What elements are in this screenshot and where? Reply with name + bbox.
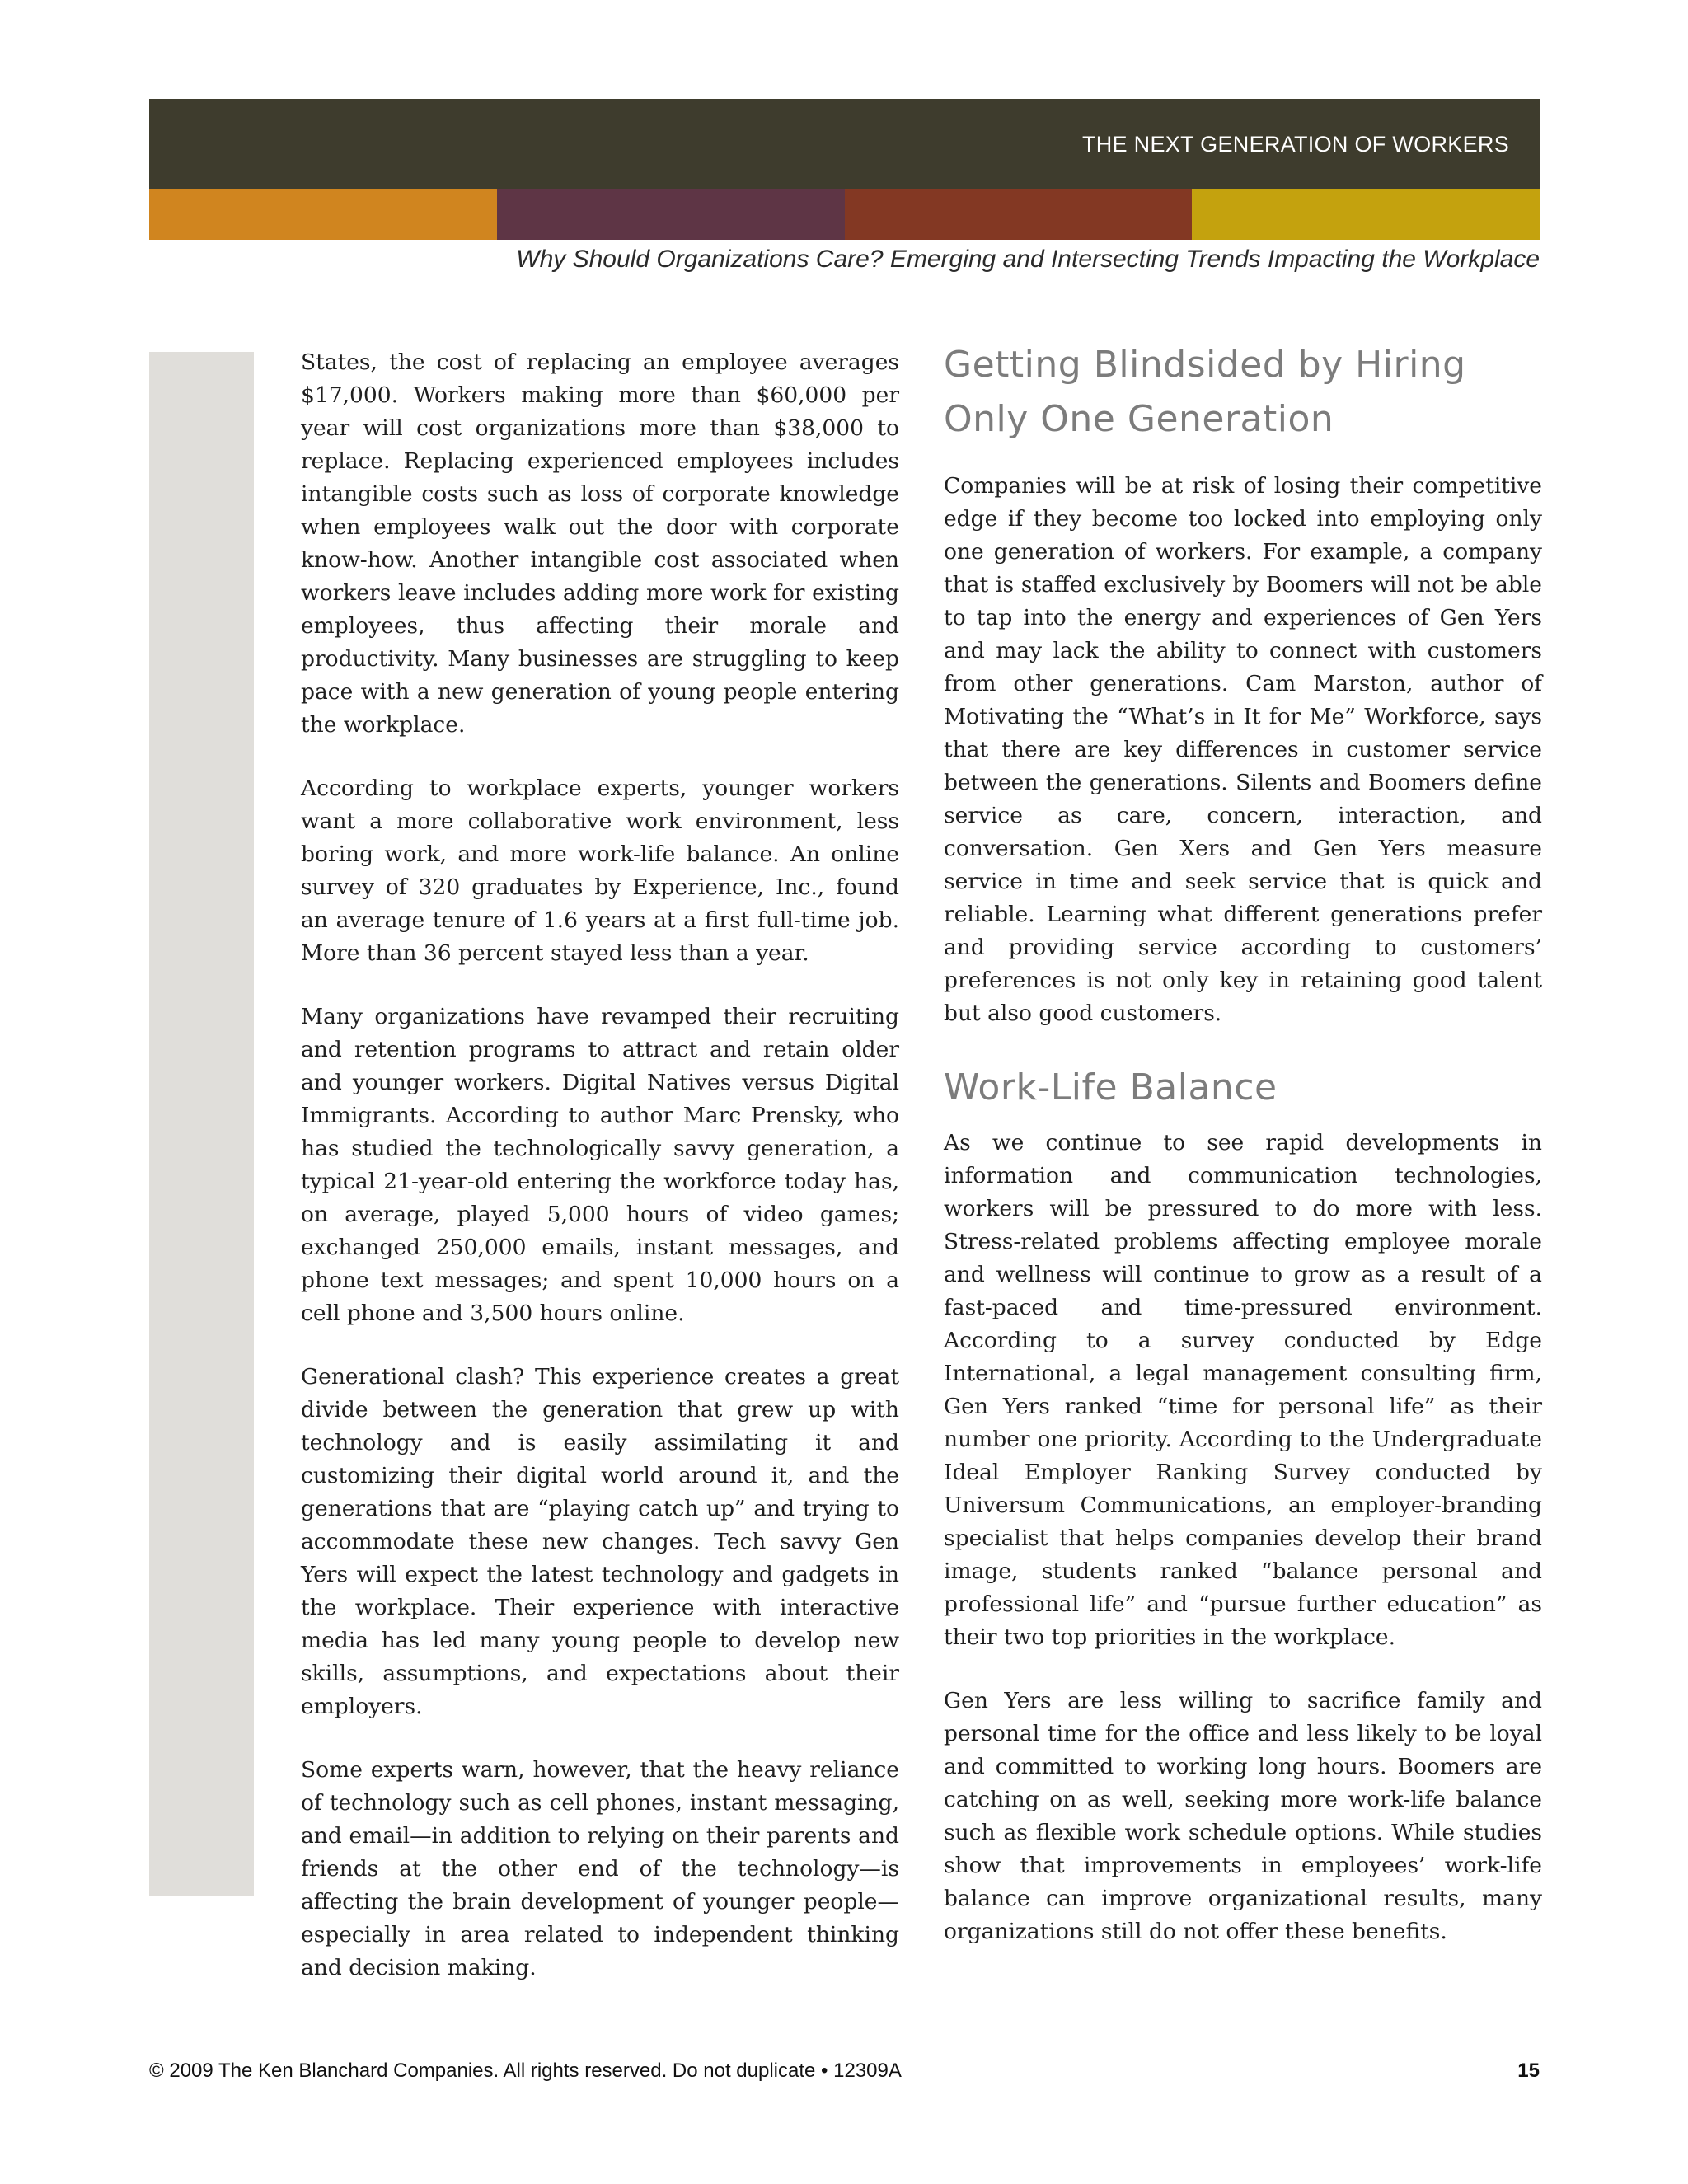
header-bar xyxy=(149,99,1540,189)
page-footer xyxy=(149,2060,1540,2083)
copyright-text: © 2009 The Ken Blanchard Companies. All rights reserved. Do not duplicate • 12309A xyxy=(149,2060,902,2082)
section-heading: Getting Blindsided by Hiring Only One Generation xyxy=(944,344,1466,440)
body-paragraph: States, the cost of replacing an employee averages $17,000. Workers making more than $60,000 per year will cost organizations more than $38,000 to replace. Replacing experienced employees includes intangible costs such as loss of corporate knowledge when employees walk out the door with corporate know-how. Another intangible cost associated when workers leave includes adding more work for existing employees, thus affecting their morale and productivity. Many businesses are struggling to keep pace with a new generation of young people entering the workplace. xyxy=(301,349,899,738)
body-paragraph: Gen Yers are less willing to sacrifice family and personal time for the office and less likely to be loyal and committed to working long hours. Boomers are catching on as well, seeking more work-life balance such as flexible work schedule options. While studies show that improvements in employees’ work-life balance can improve organizational results, many organizations still do not offer these benefits. xyxy=(944,1688,1542,1944)
body-paragraph: Companies will be at risk of losing their competitive edge if they become too locked into employing only one generation of workers. For example, a company that is staffed exclusively by Boomers will not be able to tap into the energy and experiences of Gen Yers and may lack the ability to connect with customers from other generations. Cam Marston, author of Motivating the “What’s in It for Me” Workforce, says that there are key differences in customer service between the generations. Silents and Boomers define service as care, concern, interaction, and conversation. Gen Xers and Gen Yers measure service in time and seek service that is quick and reliable. Learning what different generations prefer and providing service according to customers’ preferences is not only key in retaining good talent but also good customers. xyxy=(944,473,1542,1026)
body-paragraph: According to workplace experts, younger workers want a more collaborative work environment, less boring work, and more work-life balance. An online survey of 320 graduates by Experience, Inc., found an average tenure of 1.6 years at a first full-time job. More than 36 percent stayed less than a year. xyxy=(301,776,899,966)
section-heading: Work-Life Balance xyxy=(944,1066,1278,1108)
left-column xyxy=(301,346,899,2015)
page-subtitle: Why Should Organizations Care? Emerging and Intersecting Trends Impacting the Workplace xyxy=(516,246,1540,273)
color-strip xyxy=(149,189,1540,240)
page-number: 15 xyxy=(1517,2060,1540,2082)
body-paragraph: Some experts warn, however, that the heavy reliance of technology such as cell phones, instant messaging, and email—in addition to relying on their parents and friends at the other end of the technology—is affecting the brain development of younger people—especially in area related to independent thinking and decision making. xyxy=(301,1757,899,1980)
color-strip-plum xyxy=(497,189,845,240)
sidebar-decoration xyxy=(149,352,254,1896)
body-paragraph: Generational clash? This experience creates a great divide between the generation that grew up with technology and is easily assimilating it and customizing their digital world around it, and the generations that are “playing catch up” and trying to accommodate these new changes. Tech savvy Gen Yers will expect the latest technology and gadgets in the workplace. Their experience with interactive media has led many young people to develop new skills, assumptions, and expectations about their employers. xyxy=(301,1364,899,1719)
body-paragraph: As we continue to see rapid developments in information and communication technologies, workers will be pressured to do more with less. Stress-related problems affecting employee morale and wellness will continue to grow as a result of a fast-paced and time-pressured environment. According to a survey conducted by Edge International, a legal management consulting firm, Gen Yers ranked “time for personal life” as their number one priority. According to the Undergraduate Ideal Employer Ranking Survey conducted by Universum Communications, an employer-branding specialist that helps companies develop their brand image, students ranked “balance personal and professional life” and “pursue further education” as their two top priorities in the workplace. xyxy=(944,1130,1542,1650)
color-strip-orange xyxy=(149,189,497,240)
color-strip-gold xyxy=(1192,189,1540,240)
body-paragraph: Many organizations have revamped their recruiting and retention programs to attract and retain older and younger workers. Digital Natives versus Digital Immigrants. According to author Marc Prensky, who has studied the technologically savvy generation, a typical 21-year-old entering the workforce today has, on average, played 5,000 hours of video games; exchanged 250,000 emails, instant messages, and phone text messages; and spent 10,000 hours on a cell phone and 3,500 hours online. xyxy=(301,1004,899,1326)
right-column xyxy=(944,338,1542,1979)
header-title: THE NEXT GENERATION OF WORKERS xyxy=(1081,132,1509,157)
color-strip-rust xyxy=(845,189,1193,240)
